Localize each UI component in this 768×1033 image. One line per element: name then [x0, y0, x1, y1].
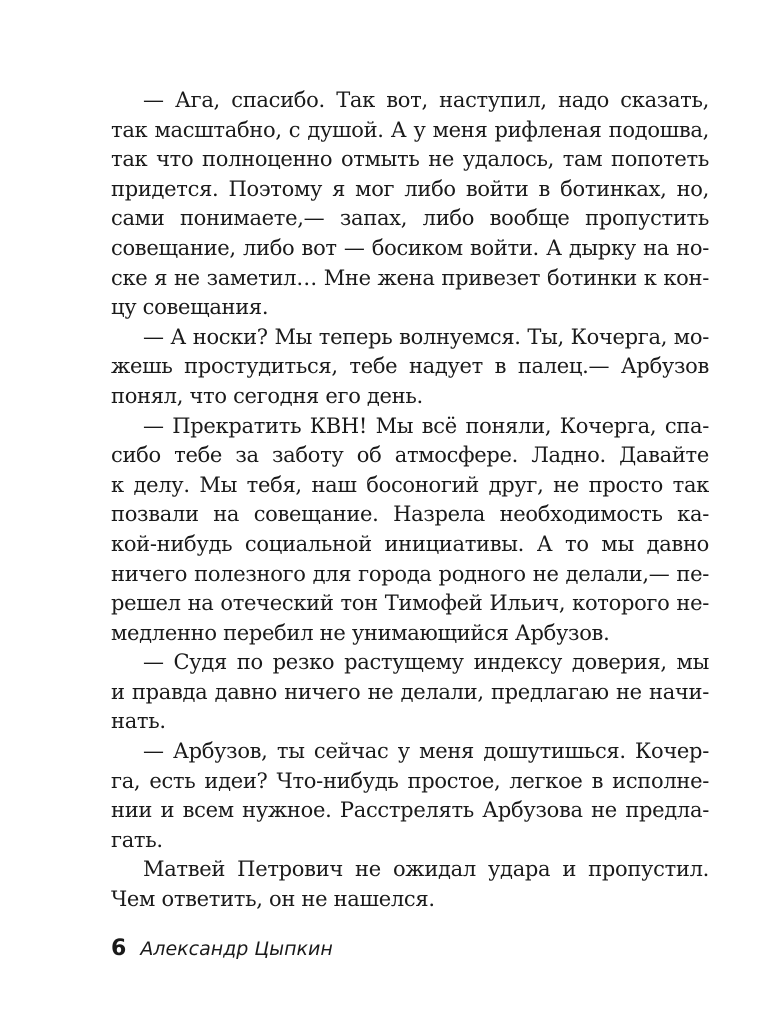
text-line: — Арбузов, ты сейчас у меня дошутишься. Кочер-	[143, 739, 709, 764]
text-line: медленно перебил не унимающийся Арбузов.	[111, 620, 610, 645]
page-number: 6	[111, 936, 127, 961]
text-line: кой-нибудь социальной инициативы. А то мы давно	[111, 531, 709, 556]
text-line: — А носки? Мы теперь волнуемся. Ты, Кочерга, мо-	[143, 324, 709, 349]
text-line: сами понимаете,— запах, либо вообще пропустить	[111, 206, 709, 231]
page-body-text	[111, 86, 709, 915]
running-footer-author: Александр Цыпкин	[140, 938, 333, 960]
text-line: ске я не заметил… Мне жена привезет ботинки к кон-	[111, 265, 709, 290]
text-line: Чем ответить, он не нашелся.	[111, 887, 435, 912]
text-line: — Судя по резко растущему индексу доверия, мы	[143, 650, 709, 675]
text-line: совещание, либо вот — босиком войти. А дырку на но-	[111, 235, 709, 260]
text-line: и правда давно ничего не делали, предлагаю не начи-	[111, 679, 709, 704]
text-line: придется. Поэтому я мог либо войти в ботинках, но,	[111, 176, 709, 201]
text-line: — Ага, спасибо. Так вот, наступил, надо сказать,	[143, 88, 709, 112]
text-line: Матвей Петрович не ожидал удара и пропустил.	[143, 857, 709, 882]
text-line: — Прекратить КВН! Мы всё поняли, Кочерга, спа-	[143, 413, 709, 438]
text-line: гать.	[111, 827, 163, 852]
text-line: понял, что сегодня его день.	[111, 383, 423, 408]
text-line: позвали на совещание. Назрела необходимость ка-	[111, 502, 709, 527]
text-line: так что полноценно отмыть не удалось, там попотеть	[111, 147, 709, 172]
text-line: так масштабно, с душой. А у меня рифленая подошва,	[111, 117, 709, 142]
text-line: к делу. Мы тебя, наш босоногий друг, не просто так	[111, 472, 709, 497]
text-line: решел на отеческий тон Тимофей Ильич, которого не-	[111, 591, 709, 616]
text-line: цу совещания.	[111, 295, 269, 320]
text-line: нать.	[111, 709, 166, 734]
text-line: сибо тебе за заботу об атмосфере. Ладно. Давайте	[111, 443, 709, 468]
page-footer	[111, 936, 333, 961]
text-line: нии и всем нужное. Расстрелять Арбузова не предла-	[111, 798, 709, 823]
text-line: жешь простудиться, тебе надует в палец.— Арбузов	[111, 354, 709, 379]
text-line: ничего полезного для города родного не делали,— пе-	[111, 561, 709, 586]
text-line: га, есть идеи? Что-нибудь простое, легкое в исполне-	[111, 768, 709, 793]
